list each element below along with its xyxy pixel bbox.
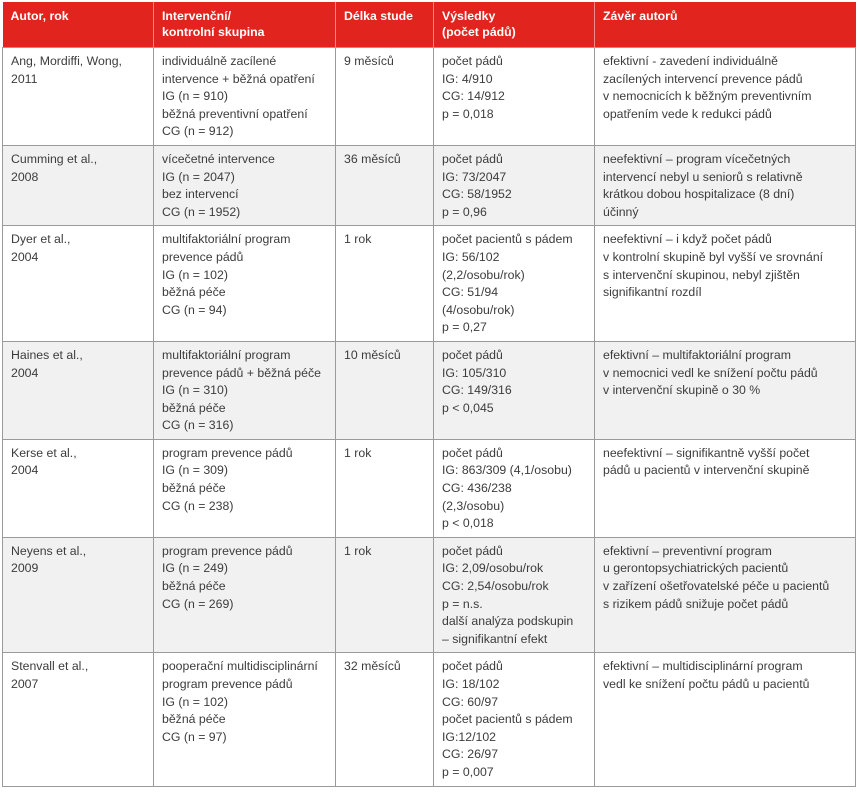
table-body [3,48,856,787]
cell-results: počet pádů IG: 105/310 CG: 149/316 p < 0,045 [434,341,595,439]
cell-conclusion: efektivní - zavedení individuálně zacílených intervencí prevence pádů v nemocnicích k běžným preventivním opatřením vede k redukci pádů [595,48,856,146]
cell-duration: 1 rok [336,537,434,653]
cell-author: Ang, Mordiffi, Wong, 2011 [3,48,154,146]
table-row [3,439,856,537]
cell-author: Neyens et al., 2009 [3,537,154,653]
cell-group: multifaktoriální program prevence pádů IG (n = 102) běžná péče CG (n = 94) [154,226,336,342]
header-group: Intervenční/ kontrolní skupina [154,2,336,48]
table-row [3,145,856,225]
cell-duration: 10 měsíců [336,341,434,439]
cell-group: vícečetné intervence IG (n = 2047) bez intervencí CG (n = 1952) [154,145,336,225]
table-row [3,48,856,146]
cell-duration: 9 měsíců [336,48,434,146]
table-row [3,653,856,786]
header-duration: Délka stude [336,2,434,48]
cell-results: počet pádů IG: 863/309 (4,1/osobu) CG: 436/238 (2,3/osobu) p < 0,018 [434,439,595,537]
cell-duration: 1 rok [336,226,434,342]
cell-group: program prevence pádů IG (n = 309) běžná péče CG (n = 238) [154,439,336,537]
cell-author: Stenvall et al., 2007 [3,653,154,786]
cell-conclusion: neefektivní – program vícečetných intervencí nebyl u seniorů s relativně krátkou dobou hospitalizace (8 dní) účinný [595,145,856,225]
cell-author: Kerse et al., 2004 [3,439,154,537]
table-row [3,341,856,439]
cell-conclusion: efektivní – multidisciplinární program vedl ke snížení počtu pádů u pacientů [595,653,856,786]
studies-table [2,2,856,787]
cell-conclusion: neefektivní – i když počet pádů v kontrolní skupině byl vyšší ve srovnání s intervenční skupinou, nebyl zjištěn signifikantní rozdíl [595,226,856,342]
studies-table-wrapper [2,2,855,787]
cell-author: Dyer et al., 2004 [3,226,154,342]
cell-conclusion: neefektivní – signifikantně vyšší počet pádů u pacientů v intervenční skupině [595,439,856,537]
cell-results: počet pádů IG: 4/910 CG: 14/912 p = 0,018 [434,48,595,146]
cell-results: počet pádů IG: 18/102 CG: 60/97 počet pacientů s pádem IG:12/102 CG: 26/97 p = 0,007 [434,653,595,786]
cell-author: Cumming et al., 2008 [3,145,154,225]
header-author: Autor, rok [3,2,154,48]
cell-results: počet pádů IG: 2,09/osobu/rok CG: 2,54/osobu/rok p = n.s. další analýza podskupin – signifikantní efekt [434,537,595,653]
header-results: Výsledky (počet pádů) [434,2,595,48]
table-row [3,226,856,342]
cell-group: multifaktoriální program prevence pádů + běžná péče IG (n = 310) běžná péče CG (n = 316) [154,341,336,439]
cell-group: individuálně zacílené intervence + běžná opatření IG (n = 910) běžná preventivní opatření CG (n = 912) [154,48,336,146]
cell-group: pooperační multidisciplinární program prevence pádů IG (n = 102) běžná péče CG (n = 97) [154,653,336,786]
cell-author: Haines et al., 2004 [3,341,154,439]
table-row [3,537,856,653]
cell-group: program prevence pádů IG (n = 249) běžná péče CG (n = 269) [154,537,336,653]
cell-results: počet pacientů s pádem IG: 56/102 (2,2/osobu/rok) CG: 51/94 (4/osobu/rok) p = 0,27 [434,226,595,342]
cell-conclusion: efektivní – multifaktoriální program v nemocnici vedl ke snížení počtu pádů v intervenční skupině o 30 % [595,341,856,439]
table-header [3,2,856,48]
header-conclusion: Závěr autorů [595,2,856,48]
cell-results: počet pádů IG: 73/2047 CG: 58/1952 p = 0,96 [434,145,595,225]
cell-duration: 32 měsíců [336,653,434,786]
cell-duration: 1 rok [336,439,434,537]
header-row [3,2,856,48]
cell-conclusion: efektivní – preventivní program u gerontopsychiatrických pacientů v zařízení ošetřovatelské péče u pacientů s rizikem pádů snižuje počet pádů [595,537,856,653]
cell-duration: 36 měsíců [336,145,434,225]
